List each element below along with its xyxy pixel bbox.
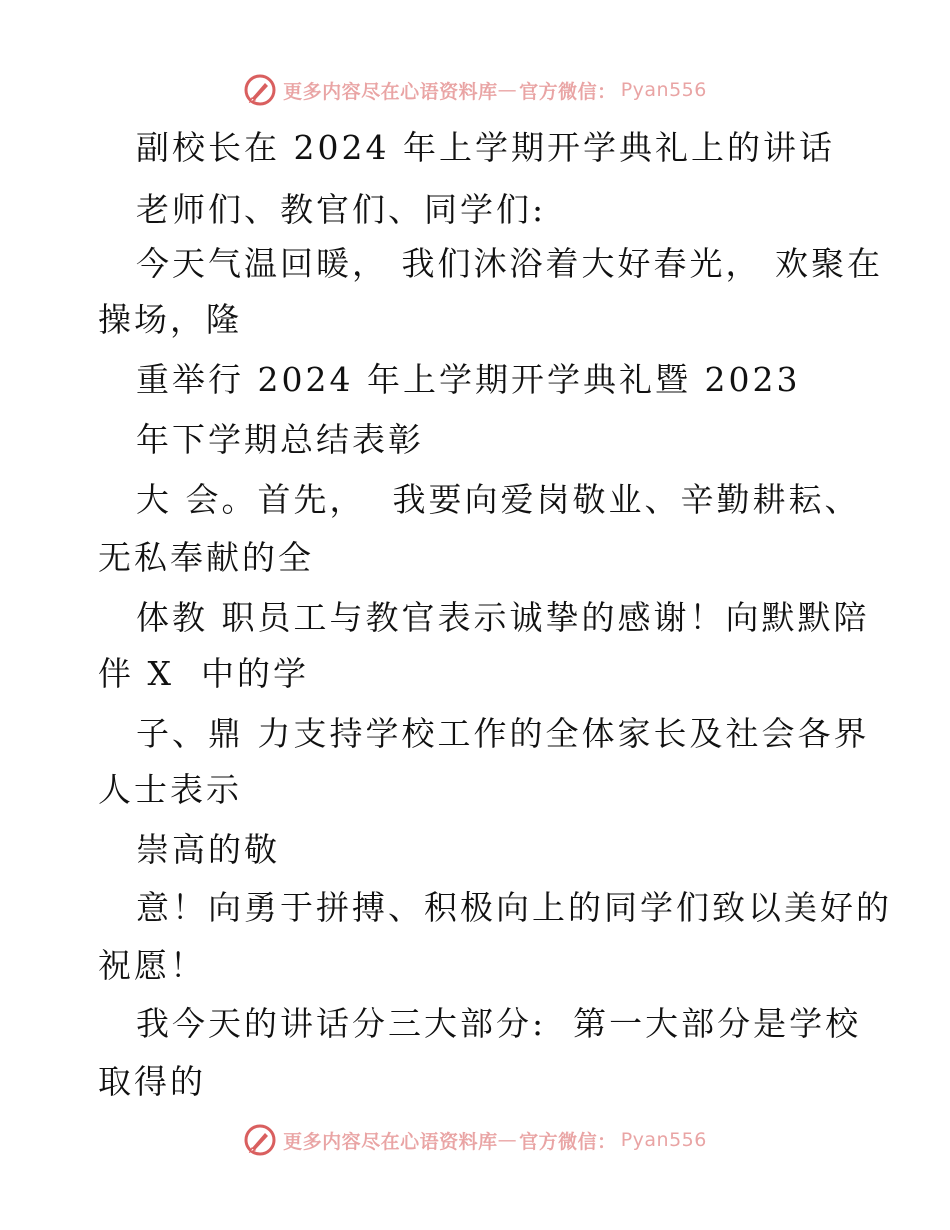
banner-wechat-id: Pyan556: [620, 79, 707, 101]
paragraph-line: 子、鼎 力支持学校工作的全体家长及社会各界: [136, 714, 870, 753]
banner-wechat-label: 官方微信：: [519, 80, 617, 103]
banner-separator: —: [497, 1129, 518, 1151]
paragraph-line: 无私奉献的全: [98, 538, 314, 577]
paragraph-line: 年下学期总结表彰: [136, 420, 424, 459]
banner-wechat-id: Pyan556: [620, 1129, 707, 1151]
paragraph-line: 今天气温回暖， 我们沐浴着大好春光， 欢聚在: [136, 244, 883, 283]
banner-main-text: 更多内容尽在心语资料库: [283, 80, 498, 103]
paragraph-line: 意！向勇于拼搏、积极向上的同学们致以美好的: [136, 888, 892, 927]
paragraph-line: 取得的: [98, 1062, 206, 1101]
paragraph-line: 祝愿！: [98, 946, 206, 985]
paragraph-line: 体教 职员工与教官表示诚挚的感谢！向默默陪: [136, 598, 870, 637]
pen-logo-icon: [243, 73, 277, 107]
paragraph-line: 崇高的敬: [136, 830, 280, 869]
paragraph-line: 人士表示: [98, 770, 242, 809]
paragraph-line: 我今天的讲话分三大部分: 第一大部分是学校: [136, 1004, 862, 1043]
footer-banner: [0, 1120, 950, 1160]
paragraph-line: 操场，隆: [98, 300, 242, 339]
paragraph-line: 伴 X 中的学: [98, 654, 309, 693]
pen-logo-icon: [243, 1123, 277, 1157]
banner-main-text: 更多内容尽在心语资料库: [283, 1130, 498, 1153]
paragraph-line: 大 会。首先， 我要向爱岗敬业、辛勤耕耘、: [136, 480, 861, 519]
speech-title: 副校长在 2024 年上学期开学典礼上的讲话: [136, 128, 835, 167]
salutation: 老师们、教官们、同学们:: [136, 190, 547, 229]
banner-separator: —: [497, 79, 518, 101]
paragraph-line: 重举行 2024 年上学期开学典礼暨 2023: [136, 360, 801, 399]
banner-wechat-label: 官方微信：: [519, 1130, 617, 1153]
header-banner: [0, 70, 950, 110]
